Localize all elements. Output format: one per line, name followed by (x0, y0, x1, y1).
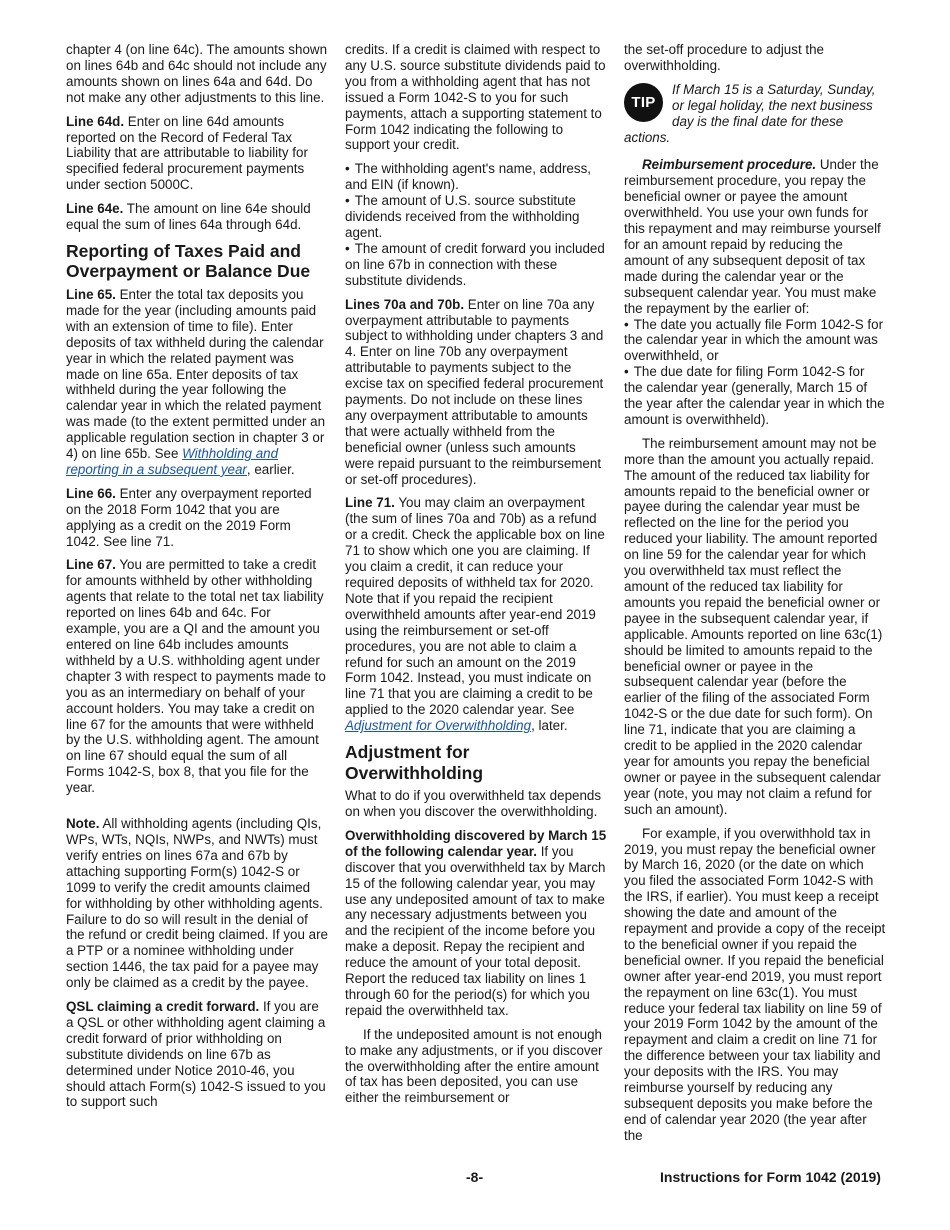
paragraph-undeposited-amount: If the undeposited amount is not enough to make any adjustments, or if you discover the overwithholding after the entire amount of tax has been deposited, you can use either the reimbursement or (345, 1026, 603, 1106)
reimbursement-text: Under the reimbursement procedure, you repay the beneficial owner or payee the amount overwithheld. You use your own funds for this repayment and may reimburse yourself for an amount repaid by reducing the amount of any subsequent deposit of tax made during the calendar year or the subsequent calendar year. You must make the repayment by the earlier of: (624, 157, 881, 316)
paragraph-qsl-credit-forward (66, 999, 328, 1110)
paragraph-line-66 (66, 486, 328, 550)
line-71-label: Line 71. (345, 495, 395, 511)
paragraph-setoff-cont: the set-off procedure to adjust the overwithholding. (624, 42, 824, 73)
page-number: -8- (466, 1169, 484, 1185)
link-withholding-subsequent-year[interactable]: Withholding and reporting in a subsequent year (66, 446, 279, 477)
paragraph-example: For example, if you overwithhold tax in 2019, you must repay the beneficial owner by March 16, 2020 (or the date on which you filed the associated Form 1042-S with the IRS, if earlier). You must keep a receipt showing the date and amount of the repayment and provide a copy of the receipt to the beneficial owner if you repaid the beneficial owner. If you repaid the beneficial owner after year-end 2019, you must report the repayment on line 63c(1). You must reduce your federal tax liability on line 59 of your 2019 Form 1042 by the amount of the repayment and claim a credit on line 71 for the difference between your tax liability and your deposits with the IRS. You may reimburse yourself by reducing any subsequent deposits you make before the end of calendar year 2020 (the year after the (624, 825, 886, 1143)
line-66-text: Enter any overpayment reported on the 2018 Form 1042 that you are applying as a credit on the 2019 Form 1042. See line 71. (66, 485, 312, 549)
line-65-after: , earlier. (246, 461, 295, 477)
line-66-label: Line 66. (66, 485, 116, 501)
line-64d-label: Line 64d. (66, 113, 125, 129)
heading-reporting-taxes-paid: Reporting of Taxes Paid and Overpayment or Balance Due (66, 240, 311, 282)
paragraph-reimbursement-procedure (624, 157, 886, 316)
tip-box (624, 82, 886, 146)
column-2 (345, 42, 607, 1114)
paragraph-line-65 (66, 287, 328, 478)
line-64e-text: The amount on line 64e should equal the sum of lines 64a through 64d. (66, 201, 311, 233)
paragraph-line-64e (66, 201, 328, 233)
bullet-item: • The amount of U.S. source substitute dividends received from the withholding agent. (345, 193, 607, 241)
paragraph-line-64d (66, 114, 328, 194)
paragraph-line-71 (345, 495, 607, 734)
note-text: All withholding agents (including QIs, WPs, WTs, NQIs, NWPs, and NWTs) must verify entries on lines 67a and 67b by attaching supporting Form(s) 1042-S or 1099 to verify the credit amounts claimed for withholding by other withholding agents. Failure to do so will result in the denial of the refund or credit being claimed. If you are a PTP or a nominee withholding under section 1446, the tax paid for a payee may only be claimed as a credit by the payee. (66, 816, 329, 991)
paragraph-credits-cont: credits. If a credit is claimed with respect to any U.S. source substitute dividends paid to you from a withholding agent that has not issued a Form 1042-S to you for such payments, attach a supporting statement to Form 1042 indicating the following to support your credit. (345, 42, 606, 153)
line-65-label: Line 65. (66, 286, 116, 302)
paragraph-lines-70a-70b (345, 297, 607, 488)
tip-text: If March 15 is a Saturday, Sunday, or legal holiday, the next business day is the final date for these actions. (624, 81, 876, 145)
paragraph-note (66, 816, 328, 991)
note-label: Note. (66, 816, 100, 832)
paragraph-what-to-do: What to do if you overwithheld tax depends on when you discover the overwithholding. (345, 788, 602, 819)
line-71-text: You may claim an overpayment (the sum of lines 70a and 70b) as a refund or a credit. Check the applicable box on line 71 to show which one you are claiming. If you claim a credit, it can reduce your required deposits of withheld tax for 2020. Note that if you repaid the recipient overwithheld amounts after year-end 2019 using the reimbursement or set-off procedures, you are not able to claim a refund for such an amount on the 2019 Form 1042. Instead, you must indicate on line 71 that you are claiming a credit to be applied to the 2020 calendar year. See (345, 495, 605, 718)
tip-icon: TIP (624, 83, 663, 122)
qsl-text: If you are a QSL or other withholding agent claiming a credit forward of prior withholding on substitute dividends on line 67b as determined under Notice 2010-46, you should attach Form(s) 1042-S issued to you to support such (66, 999, 326, 1110)
qsl-label: QSL claiming a credit forward. (66, 999, 260, 1015)
paragraph-line-67 (66, 557, 328, 796)
paragraph-reimbursement-amount: The reimbursement amount may not be more than the amount you actually repaid. The amount of the reduced tax liability for amounts repaid to the beneficial owner or payee during the calendar year must be reflected on the line for the period you reduced your liability. The amount reported on line 59 for the calendar year for which you overwithheld tax must reflect the amount of the reduced tax liability for amounts you repaid the beneficial owner or payee in the subsequent calendar year, if applicable. Amounts reported on line 63c(1) should be limited to amounts repaid to the beneficial owner or payee in the subsequent calendar year (before the earlier of the filing of the associated Form 1042-S or the due date for such form). On line 71, indicate that you are claiming a credit to be applied in the 2020 calendar year for amounts you repay the beneficial owner or payee in the subsequent calendar year (note, you may not claim a refund for such an amount). (624, 435, 883, 817)
bullet-item: • The amount of credit forward you included on line 67b in connection with these substitute dividends. (345, 241, 607, 289)
lines-70-label: Lines 70a and 70b. (345, 296, 465, 312)
line-64d-text: Enter on line 64d amounts reported on the Record of Federal Tax Liability that are attributable to liability for specified federal procurement payments under section 5000C. (66, 113, 308, 193)
bullet-item: • The date you actually file Form 1042-S for the calendar year in which the amount was overwithheld, or (624, 317, 886, 365)
column-1 (66, 42, 328, 1118)
line-65-text: Enter the total tax deposits you made for the year (including amounts paid with an extension of time to file). Enter deposits of tax withheld during the calendar year in which the related payment was made on line 65a. Enter deposits of tax withheld during the year following the calendar year in which the related payment was made (to the extent permitted under an applicable regulation section in chapter 3 or 4) on line 65b. See (66, 286, 326, 462)
line-71-after: , later. (531, 718, 568, 734)
bullet-item: • The due date for filing Form 1042-S for the calendar year (generally, March 15 of the year after the calendar year in which the amount is overwithheld). (624, 364, 886, 428)
link-adjustment-overwithholding[interactable]: Adjustment for Overwithholding (345, 718, 532, 734)
line-64e-label: Line 64e. (66, 201, 124, 217)
line-67-label: Line 67. (66, 557, 116, 573)
bullet-item: • The withholding agent's name, address, and EIN (if known). (345, 161, 607, 193)
overwithholding-discovered-text: If you discover that you overwithheld tax by March 15 of the following calendar year, you may use any undeposited amount of tax to make any necessary adjustments between you and the recipient of the income before you make a deposit. Repay the recipient and reduce the amount of your total deposit. Report the reduced tax liability on lines 1 through 60 for the period(s) for which you repaid the overwithheld tax. (345, 843, 606, 1018)
reimbursement-label: Reimbursement procedure. (642, 157, 817, 173)
paragraph-overwithholding-discovered (345, 828, 607, 1019)
overwithholding-discovered-label: Overwithholding discovered by March 15 of the following calendar year. (345, 827, 607, 859)
footer-form-title: Instructions for Form 1042 (2019) (660, 1169, 881, 1185)
column-3 (624, 42, 886, 1152)
paragraph-line-64c-cont: chapter 4 (on line 64c). The amounts shown on lines 64b and 64c should not include any amounts shown on lines 64a and 64d. Do not make any other adjustments to this line. (66, 42, 328, 105)
line-67-text: You are permitted to take a credit for amounts withheld by other withholding agents that relate to the total net tax liability reported on lines 64b and 64c. For example, you are a QI and the amount you entered on line 64b includes amounts withheld by a U.S. withholding agent under chapter 3 with respect to payments made to you as an intermediary on behalf of your account holders. You may take a credit on line 67 for the amounts that were withheld by the U.S. withholding agent. The amount on line 67 should equal the sum of all Forms 1042-S, box 8, that you file for the year. (66, 557, 326, 796)
heading-adjustment-overwithholding: Adjustment for Overwithholding (345, 742, 484, 783)
lines-70-text: Enter on line 70a any overpayment attributable to payments subject to withholding under chapters 3 and 4. Enter on line 70b any overpayment attributable to payments subject to the excise tax on specified federal procurement payments. Do not include on these lines any overpayment attributable to amounts that were actually withheld from the beneficial owner (unless such amounts were repaid pursuant to the reimbursement or set-off procedures). (345, 296, 604, 487)
